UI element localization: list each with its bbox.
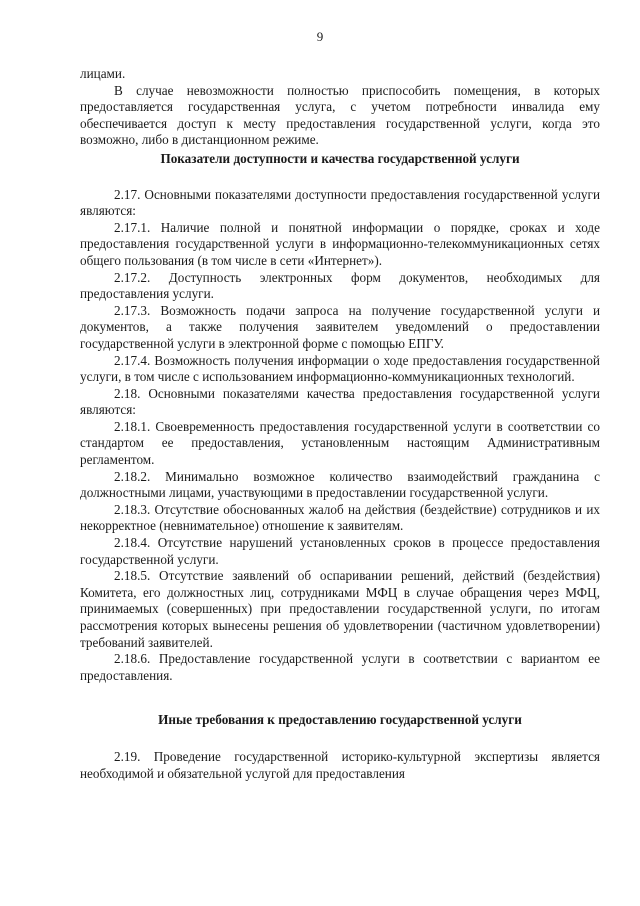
document-body — [80, 66, 600, 782]
paragraph-continuation: лицами. — [80, 66, 126, 81]
clause-2-17-1: 2.17.1. Наличие полной и понятной информации о порядке, сроках и ходе предоставления государственной услуги в информационно-телекоммуникационных сетях общего пользования (в том числе в сети «Интернет»). — [80, 219, 600, 268]
clause-2-18-4: 2.18.4. Отсутствие нарушений установленных сроков в процессе предоставления государственной услуги. — [80, 535, 600, 567]
clause-2-19: 2.19. Проведение государственной историко-культурной экспертизы является необходимой и обязательной услугой для предоставления — [80, 748, 600, 781]
clause-2-18-3: 2.18.3. Отсутствие обоснованных жалоб на действия (бездействие) сотрудников и их некорректное (невнимательное) отношение к заявителям. — [80, 501, 600, 534]
clause-2-17-4: 2.17.4. Возможность получения информации о ходе предоставления государственной услуги, в том числе с использованием информационно-коммуникационных технологий. — [80, 352, 600, 385]
clause-2-17-3: 2.17.3. Возможность подачи запроса на получение государственной услуги и документов, а также получения заявителем уведомлений о предоставлении государственной услуги в электронной форме с помощью ЕПГУ. — [80, 302, 600, 351]
clause-2-17-2: 2.17.2. Доступность электронных форм документов, необходимых для предоставления услуги. — [80, 269, 600, 302]
paragraph-accessibility-premises: В случае невозможности полностью приспособить помещения, в которых предоставляется государственная услуга, с учетом потребности инвалида ему обеспечивается доступ к месту предоставления государственной услуги, когда это возможно, либо в дистанционном режиме. — [80, 82, 600, 148]
clause-2-18-6: 2.18.6. Предоставление государственной услуги в соответствии с вариантом ее предоставления. — [80, 651, 600, 683]
section-heading-accessibility-quality: Показатели доступности и качества государственной услуги — [160, 150, 520, 166]
clause-2-17: 2.17. Основными показателями доступности предоставления государственной услуги являются: — [80, 186, 600, 219]
clause-2-18: 2.18. Основными показателями качества предоставления государственной услуги являются: — [80, 385, 600, 418]
section-heading-other-requirements: Иные требования к предоставлению государственной услуги — [158, 712, 522, 728]
clause-2-18-5: 2.18.5. Отсутствие заявлений об оспаривании решений, действий (бездействия) Комитета, его должностных лиц, сотрудниками МФЦ в случае обращения через МФЦ, принимаемых (совершенных) при предоставлении государственной услуги, по итогам рассмотрения которых вынесены решения об удовлетворении (частичном удовлетворении) требований заявителей. — [80, 568, 600, 650]
clause-2-18-1: 2.18.1. Своевременность предоставления государственной услуги в соответствии со стандартом ее предоставления, установленным настоящим Административным регламентом. — [80, 418, 600, 468]
page-number: 9 — [316, 29, 324, 44]
clause-2-18-2: 2.18.2. Минимально возможное количество взаимодействий гражданина с должностными лицами, участвующими в предоставлении государственной услуги. — [80, 468, 600, 501]
